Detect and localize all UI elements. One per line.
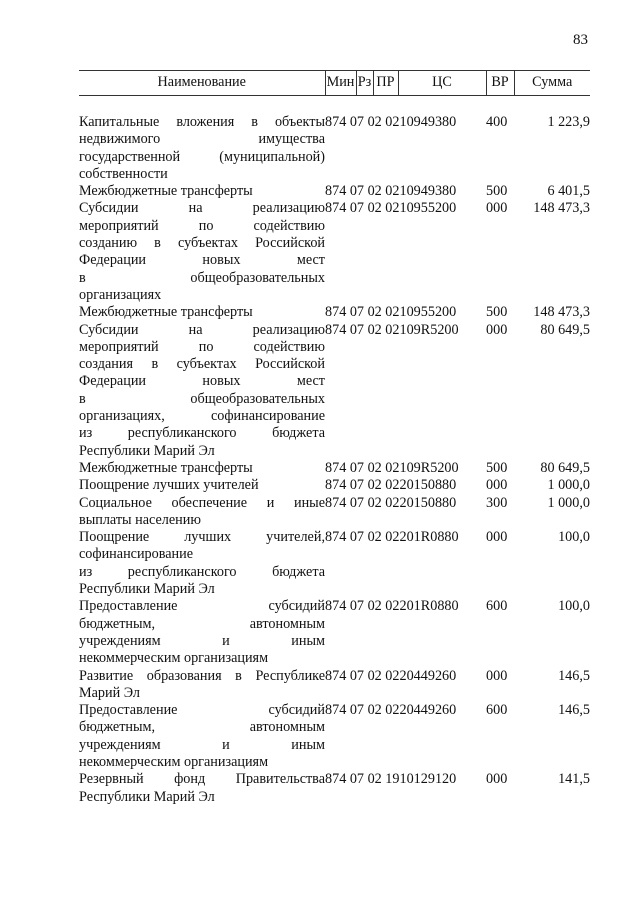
row-name xyxy=(79,668,325,703)
row-name-line: Межбюджетные трансферты xyxy=(79,304,253,321)
row-name-line: созданию в субъектах Российской xyxy=(79,235,325,252)
row-name xyxy=(79,114,325,183)
row-name-line: Развитие образования в Республике xyxy=(79,667,325,684)
row-name xyxy=(79,200,325,304)
row-name xyxy=(79,322,325,460)
row-code: 874 07 02 02109R5200 xyxy=(325,459,459,476)
row-code: 874 07 02 0210955200 xyxy=(325,304,457,321)
row-vr: 500 xyxy=(486,459,508,476)
row-name xyxy=(79,495,325,530)
row-sum: 146,5 xyxy=(558,667,590,684)
row-name-line: Межбюджетные трансферты xyxy=(79,459,253,476)
row-code: 874 07 02 02201R0880 xyxy=(325,529,459,546)
row-sum: 1 223,9 xyxy=(547,114,590,130)
row-name-line: бюджетным, автономным xyxy=(79,615,325,632)
row-vr: 400 xyxy=(486,114,508,130)
row-code: 874 07 02 0220150880 xyxy=(325,494,457,511)
row-sum: 141,5 xyxy=(558,771,590,788)
row-name-line: недвижимого имущества xyxy=(79,131,325,148)
row-name-line: Марий Эл xyxy=(79,684,140,701)
row-sum: 6 401,5 xyxy=(547,183,590,200)
row-vr: 600 xyxy=(486,598,508,615)
table-row xyxy=(79,183,590,200)
page-number: 83 xyxy=(573,32,588,48)
header-pr: ПР xyxy=(373,71,398,96)
row-name-line: Республики Марий Эл xyxy=(79,581,215,598)
row-name-line: Резервный фонд Правительства xyxy=(79,771,325,788)
row-vr: 300 xyxy=(486,494,508,511)
row-name-line: Капитальные вложения в объекты xyxy=(79,114,325,130)
row-vr: 000 xyxy=(486,529,508,546)
row-name-line: Федерации новых мест xyxy=(79,252,325,269)
row-name-line: в общеобразовательных xyxy=(79,269,325,286)
table-row xyxy=(79,529,590,598)
row-name-line: некоммерческим организациям xyxy=(79,753,269,770)
row-code: 874 07 02 0220449260 xyxy=(325,667,457,684)
row-sum: 148 473,3 xyxy=(533,304,590,321)
header-sum: Сумма xyxy=(514,71,590,96)
row-code: 874 07 02 0220449260 xyxy=(325,702,457,719)
row-name xyxy=(79,477,325,494)
header-spacer xyxy=(79,96,590,115)
table-row xyxy=(79,322,590,460)
row-code: 874 07 02 02109R5200 xyxy=(325,321,459,338)
row-vr: 600 xyxy=(486,702,508,719)
row-name-line: государственной (муниципальной) xyxy=(79,148,325,165)
header-name: Наименование xyxy=(79,71,325,96)
row-name-line: бюджетным, автономным xyxy=(79,719,325,736)
row-name-line: Межбюджетные трансферты xyxy=(79,183,253,200)
row-sum: 1 000,0 xyxy=(547,494,590,511)
row-name-line: организациях, софинансирование xyxy=(79,408,325,425)
row-sum: 100,0 xyxy=(558,598,590,615)
row-name-line: Поощрение лучших учителей xyxy=(79,477,259,494)
row-name-line: Субсидии на реализацию xyxy=(79,200,325,217)
row-name-line: Субсидии на реализацию xyxy=(79,321,325,338)
row-name-line: собственности xyxy=(79,165,168,182)
table-row xyxy=(79,598,590,667)
row-vr: 000 xyxy=(486,321,508,338)
row-name-line: учреждениям и иным xyxy=(79,632,325,649)
row-name-line: создания в субъектах Российской xyxy=(79,356,325,373)
row-name xyxy=(79,598,325,667)
row-sum: 100,0 xyxy=(558,529,590,546)
row-name-line: в общеобразовательных xyxy=(79,390,325,407)
row-name xyxy=(79,702,325,771)
table-row xyxy=(79,114,590,183)
row-sum: 80 649,5 xyxy=(540,459,590,476)
table-header-row xyxy=(79,71,590,96)
row-vr: 000 xyxy=(486,477,508,494)
row-name xyxy=(79,771,325,806)
row-sum: 1 000,0 xyxy=(547,477,590,494)
row-sum: 146,5 xyxy=(558,702,590,719)
table-row xyxy=(79,668,590,703)
row-name-line: мероприятий по содействию xyxy=(79,338,325,355)
row-vr: 000 xyxy=(486,771,508,788)
row-vr: 000 xyxy=(486,200,508,217)
row-name xyxy=(79,304,325,321)
row-name-line: Поощрение лучших учителей, xyxy=(79,529,325,546)
row-name-line: из республиканского бюджета xyxy=(79,425,325,442)
row-code: 874 07 02 0210949380 xyxy=(325,183,457,200)
row-code: 874 07 02 0210955200 xyxy=(325,200,457,217)
row-code: 874 07 02 0210949380 xyxy=(325,114,457,130)
table-row xyxy=(79,771,590,806)
row-name-line: Федерации новых мест xyxy=(79,373,325,390)
row-name-line: Социальное обеспечение и иные xyxy=(79,494,325,511)
row-name-line: из республиканского бюджета xyxy=(79,563,325,580)
row-vr: 500 xyxy=(486,304,508,321)
row-code: 874 07 02 0220150880 xyxy=(325,477,457,494)
table-row xyxy=(79,304,590,321)
table-row xyxy=(79,477,590,494)
row-name-line: Республики Марий Эл xyxy=(79,788,215,805)
budget-table xyxy=(79,70,590,806)
table-row xyxy=(79,460,590,477)
row-name-line: организациях xyxy=(79,286,162,303)
row-sum: 148 473,3 xyxy=(533,200,590,217)
header-rz: Рз xyxy=(356,71,373,96)
row-name-line: софинансирование xyxy=(79,546,194,563)
row-name-line: мероприятий по содействию xyxy=(79,217,325,234)
row-name-line: учреждениям и иным xyxy=(79,736,325,753)
row-name xyxy=(79,183,325,200)
row-name-line: Республики Марий Эл xyxy=(79,442,215,459)
row-name-line: Предоставление субсидий xyxy=(79,598,325,615)
row-code: 874 07 02 1910129120 xyxy=(325,771,457,788)
row-code: 874 07 02 02201R0880 xyxy=(325,598,459,615)
row-name-line: Предоставление субсидий xyxy=(79,702,325,719)
row-name xyxy=(79,529,325,598)
header-vr: ВР xyxy=(486,71,514,96)
row-name-line: выплаты населению xyxy=(79,511,201,528)
row-vr: 500 xyxy=(486,183,508,200)
header-cs: ЦС xyxy=(398,71,486,96)
row-sum: 80 649,5 xyxy=(540,321,590,338)
header-min: Мин xyxy=(325,71,356,96)
table-row xyxy=(79,702,590,771)
table-row xyxy=(79,495,590,530)
table-body xyxy=(79,96,590,806)
row-vr: 000 xyxy=(486,667,508,684)
table-row xyxy=(79,200,590,304)
row-name xyxy=(79,460,325,477)
row-name-line: некоммерческим организациям xyxy=(79,650,269,667)
